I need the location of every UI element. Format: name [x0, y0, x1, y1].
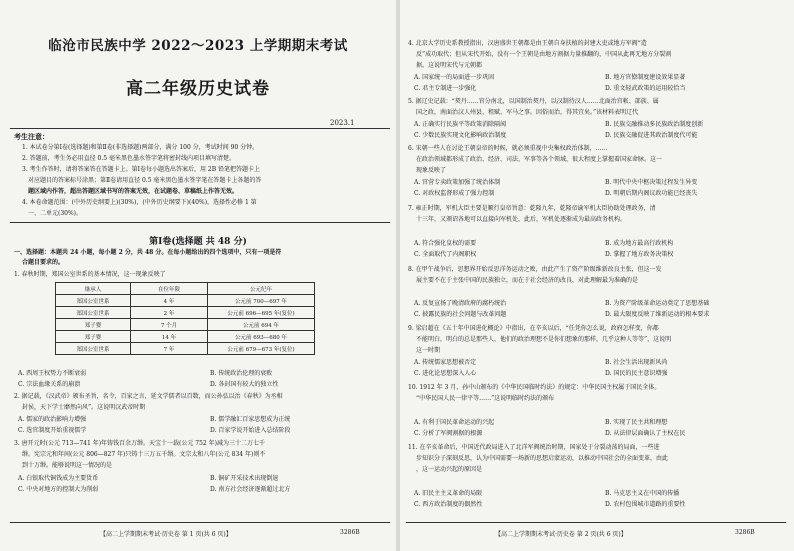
table-cell: 郑子婴: [56, 331, 131, 343]
notice-line: 一、二单元(30%)。: [28, 210, 83, 217]
notice-line: 2. 答题前，考生务必用直径 0.5 毫米黑色墨水签字笔将密封线内项目填写清楚。: [22, 155, 235, 162]
option-d: D. 农村包围城市道路的重要性: [605, 501, 686, 508]
option-c: C. 少数民族实现文化影响政治制度: [414, 132, 507, 139]
question-4-line: 4. 北京大学历史系教授指出，汉唐盛世王朝都是由王朝自身扶植的封建大吏或地方军阀“造: [408, 40, 647, 47]
option-a: A. 传统儒家思想被否定: [414, 359, 477, 366]
table-row: [56, 295, 315, 307]
option-a: A. 正确实行民族平等政策消除隔阂: [414, 121, 507, 128]
option-a: A. 有利于国民革命运动的兴起: [414, 419, 495, 426]
question-8-line: 8. 在甲午战争后，思想界开始反思洋务运动之败，由此产生了资产阶级维新改良主张，但这一发: [408, 266, 662, 273]
question-3-line: 3. 唐开元时(公元 713—741 年)年铸钱百余万缗。天宝十一载(公元 752 年)减为三十二万七千: [14, 440, 265, 447]
table-cell: 2 年: [131, 307, 208, 319]
question-2-line: 2. 据记载，《汉武帝》颁布圣旨，名令，百家之言，延文学儒者以百数，而公孙弘以治《春秋》为丞相: [14, 393, 283, 400]
table-cell: 公元前 694 年: [208, 319, 315, 331]
question-9-line: 这一时期: [416, 347, 441, 354]
divider: [10, 128, 390, 129]
table-row: [56, 343, 315, 355]
question-2-line: 封侯，天下学士靡然向风”。这说明汉武帝时期: [22, 404, 146, 411]
option-c: C. 全面取代了内阁职权: [414, 251, 477, 258]
question-11-line: ，这一运动兴起的原因是: [416, 466, 483, 473]
option-d: D. 明朝后期内阁议政功能已经丧失: [605, 190, 698, 197]
table-header-cell: 公元纪年: [208, 283, 315, 295]
question-11-line: 步知识分子深刻反思，认为中国需要一场新的思想启蒙运动，以推动中国社会的全面变革，由此: [416, 455, 669, 462]
question-3-line: 缗。宪宗元和年间(公元 806—827 年)只铸十三万五千缗。文宗太和八年(公元 834 年)则不: [22, 451, 266, 458]
question-7-line: 十三年，又颁诏各地可以直接向军机处，此后，军机处逐渐成为最高政务机构。: [416, 216, 627, 223]
question-11-line: 11. 在辛亥革命后，中国近代政局进入了北洋军阀统治时期，国家处于分裂动荡的局面，一些进: [408, 444, 660, 451]
notice-line: 对应题目的答案标号涂黑；第Ⅱ卷请用直径 0.5 毫米黑色墨水签字笔在答题卡上各题的答: [28, 177, 262, 184]
table-row: [56, 307, 315, 319]
divider: [10, 222, 390, 223]
option-a: A. 西周王权势力不断衰弱: [18, 370, 87, 377]
option-a: A. 国家统一的局面进一步巩固: [414, 74, 495, 81]
option-d: D. 从法律层面确认了主权在民: [605, 430, 686, 437]
notice-line: 题区域内作答，超出答题区域书写的答案无效，在试题卷、草稿纸上作答无效。: [28, 188, 239, 195]
question-5-line: 5. 据辽史记载：“契丹……官分南北，以国制治契丹，以汉制待汉人……北面治宫帐、部族、属: [408, 98, 659, 105]
option-b: B. 实现了民主共和理想: [605, 419, 668, 426]
exam-school-title: 临沧市民族中学 2022～2023 上学期期末考试: [48, 38, 348, 54]
page-footer: 【高二上学期期末考试·历史卷 第 2 页(共 6 页)】: [495, 531, 627, 538]
table-cell: 公元前 700—697 年: [208, 295, 315, 307]
table-header-row: [56, 283, 315, 295]
option-b: B. 马克思主义在中国的传播: [605, 490, 680, 497]
exam-subject-title: 高二年级历史试卷: [126, 79, 270, 99]
option-d: D. 民族交融促进其政治制度代可能: [605, 132, 698, 139]
question-7-line: 7. 雍正时期，军机大臣主要是顺行皇帝旨意：乾隆九年，乾隆帝谕军机大臣协助处理政务，清: [408, 205, 656, 212]
option-b: B. 铜矿开采技术出现倒退: [210, 475, 279, 482]
option-c: C. 对政权监督形成了强力控制: [414, 190, 495, 197]
table-cell: 郑国公室世系: [56, 343, 131, 355]
option-d: D. 南方社会经济逐渐超过北方: [210, 486, 291, 493]
question-5-line: 国之政，南面治汉人州县、租赋、军马之事。因俗而治，得其宜矣。”该材料表明辽代: [416, 109, 639, 116]
table-row: [56, 319, 315, 331]
option-a: A. 符合强化皇权的需要: [414, 240, 477, 247]
option-a: A. 旧民主主义革命的局限: [414, 490, 483, 497]
question-9-line: 不能明白，明白的总是那些人，他们的政治理想不是你们想象的那样，几乎这种人等等”，这说明: [416, 336, 672, 343]
section-title: 第Ⅰ卷(选择题 共 48 分): [149, 237, 247, 247]
option-a: A. 白银取代铜钱成为主要货币: [18, 475, 99, 482]
exam-date: 2023.1: [330, 119, 355, 127]
notice-line: 1. 本试卷分第Ⅰ卷(选择题)和第Ⅱ卷(非选择题)两部分，满分 100 分，考试时间 90 分钟。: [22, 144, 259, 151]
option-d: D. 百家学说开始进入总结阶段: [210, 427, 291, 434]
option-c: C. 披露民族的社会问题与改革问题: [414, 311, 507, 318]
table-cell: 郑国公室世系: [56, 307, 131, 319]
option-b: B. 成为地方最高行政机构: [605, 240, 674, 247]
question-10-line: “中华民国人民一律平等……”这说明临时约法的颁布: [416, 395, 555, 402]
page-code: 3286B: [340, 529, 360, 536]
option-c: C. 中央对地方的控制大为削弱: [18, 486, 99, 493]
table-cell: 郑子婴: [56, 319, 131, 331]
option-b: B. 民族交融推动多民族政治制度创新: [605, 121, 704, 128]
table-row: [56, 331, 315, 343]
page-1: [0, 0, 396, 551]
table-cell: 7 个月: [131, 319, 208, 331]
option-c: C. 分析了军阀割据的根源: [414, 430, 483, 437]
page-code: 3286B: [735, 529, 755, 536]
question-4-line: 据。这说明宋代与元朝都: [416, 62, 483, 69]
option-d: D. 掌握了地方政务决策权: [605, 251, 674, 258]
table-header-cell: 在位年限: [131, 283, 208, 295]
option-b: B. 儒学融汇百家思想成为正统: [210, 416, 291, 423]
option-c: C. 宗法血缘关系的崩溃: [18, 381, 81, 388]
question-6-line: 在政治领域都形成了政治、经济、司法、军事等各个领域，很大程度上掌握着国家命脉。这一: [416, 156, 663, 163]
option-b: B. 明代中央中枢决策过程发生异变: [605, 179, 698, 186]
table-cell: 公元前 693—680 年: [208, 331, 315, 343]
question-8-line: 展主要不在于主张中国的民族独立，而在于社会经济的改良，对此理解最为准确的是: [416, 277, 639, 284]
table-cell: 14 年: [131, 331, 208, 343]
divider: [406, 522, 786, 523]
page-2: [400, 0, 794, 551]
question-4-line: 反”成功取代；但从宋代开始，没有一个王朝是由地方割据力量推翻的，中国从此再无地方分裂割: [416, 51, 672, 58]
divider: [10, 522, 390, 523]
question-9-line: 9. 梁启超在《五十年中国进化概论》中指出，在辛亥以后，“任凭你怎么说，政府怎样变，你都: [408, 325, 659, 332]
notice-line: 3. 考生作答时，请将答案答在答题卡上。第Ⅰ卷每小题选出答案后，用 2B 铅笔把答题卡上: [22, 166, 261, 173]
notice-title: 考生注意：: [14, 132, 49, 141]
table-cell: 7 年: [131, 343, 208, 355]
question-10-line: 10. 1912 年 3 月，孙中山颁布的《中华民国临时约法》的规定：中华民国主权属于国民全体。: [408, 384, 661, 391]
question-6-line: 6. 宋朝一些人在讨论王朝皇帝的时候，就必须重视中央集权政治体制，……: [408, 145, 608, 152]
option-d: D. 国民的民主意识增强: [605, 370, 668, 377]
section-intro: 合题目要求的。: [22, 259, 65, 266]
option-d: D. 重文轻武政策的运用较恰当: [605, 85, 686, 92]
question-6-line: 现象反映了: [416, 167, 447, 174]
option-d: D. 最大限度反映了维新运动的根本要求: [605, 311, 710, 318]
table-cell: 4 年: [131, 295, 208, 307]
table-cell: 郑国公室世系: [56, 295, 131, 307]
section-intro: 一、选择题：本题共 24 小题，每小题 2 分，共 48 分。在每小题给出的四个选项中，只有一项是符: [14, 249, 282, 256]
notice-line: 4. 本卷命题范围：(中外历史纲要上)(30%)，(中外历史纲要下)(40%)，选择性必修 1 第: [22, 199, 257, 206]
option-b: B. 地方官僚制度建设效果显著: [605, 74, 686, 81]
option-a: A. 反复宣扬了晚清政府的腐朽统治: [414, 300, 507, 307]
question-1-stem: 1. 春秋时期，郑国公室世系的基本情况，这一现象反映了: [14, 271, 166, 278]
option-c: C. 君主专制进一步强化: [414, 85, 477, 92]
option-c: C. 西方政治制度的偶然性: [414, 501, 483, 508]
table-header-cell: 继承人: [56, 283, 131, 295]
option-b: B. 社会生活出现新风尚: [605, 359, 668, 366]
table-cell: 公元前 696—695 年(复位): [208, 307, 315, 319]
question-1-table: [55, 282, 315, 355]
option-d: D. 各封国有较大的独立性: [210, 381, 279, 388]
option-a: A. 官营专卖政策加强了统治体制: [414, 179, 501, 186]
page-footer: 【高二上学期期末考试·历史卷 第 1 页(共 6 页)】: [100, 531, 232, 538]
option-b: B. 为资产阶级革命运动奠定了思想基础: [605, 300, 710, 307]
option-c: C. 选官制度开始重视儒学: [18, 427, 87, 434]
option-a: A. 儒家的政治影响力增强: [18, 416, 87, 423]
option-c: C. 进化论思想深入人心: [414, 370, 477, 377]
option-b: B. 传统政治伦理的衰败: [210, 370, 273, 377]
table-cell: 公元前 679—673 年(复位): [208, 343, 315, 355]
question-3-line: 到十万缗。能够说明这一情况的是: [22, 462, 113, 469]
